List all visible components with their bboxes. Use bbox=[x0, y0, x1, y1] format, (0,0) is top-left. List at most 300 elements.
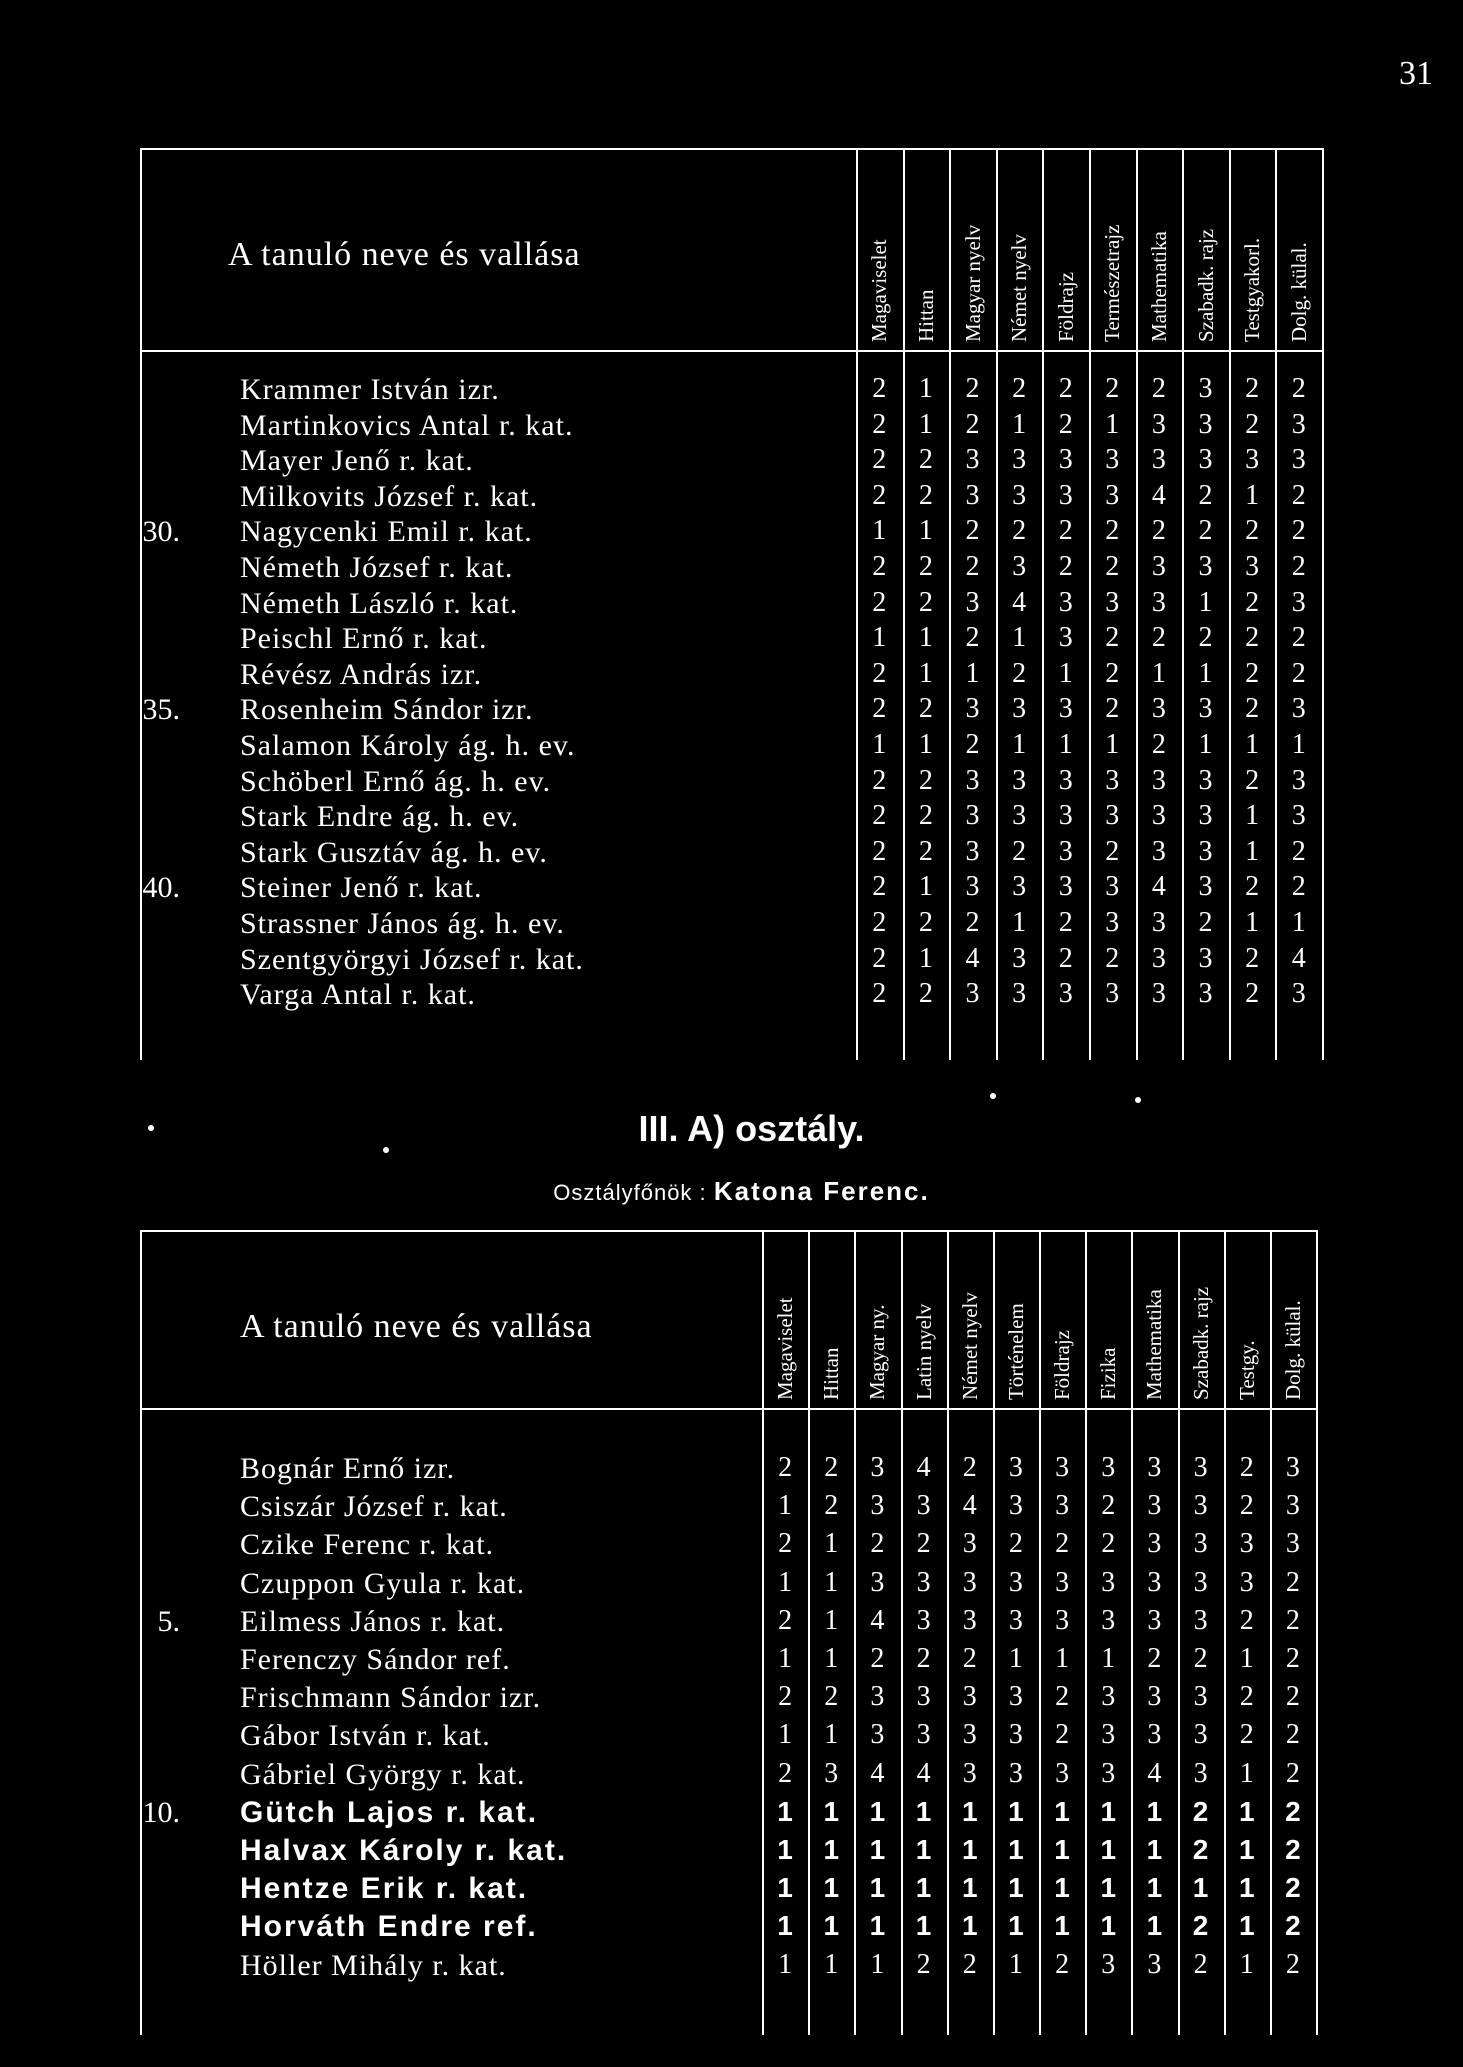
grade-cell: 1 bbox=[961, 1872, 978, 1904]
grade-cell: 2 bbox=[918, 764, 933, 796]
grade-cell: 2 bbox=[1291, 479, 1306, 511]
grade-cell: 2 bbox=[1285, 1948, 1300, 1980]
grade-cell: 1 bbox=[824, 1528, 839, 1560]
student-row bbox=[140, 1910, 1316, 1944]
student-name: Milkovits József r. kat. bbox=[240, 479, 539, 513]
row-number: 30. bbox=[142, 515, 180, 549]
class-title: III. A) osztály. bbox=[638, 1108, 865, 1149]
grade-cell: 2 bbox=[872, 551, 887, 582]
grade-cell: 3 bbox=[1245, 444, 1260, 476]
grade-cell: 2 bbox=[965, 622, 980, 654]
grade-cell: 2 bbox=[1193, 1643, 1208, 1674]
grade-cell: 2 bbox=[1105, 551, 1120, 582]
grade-cell: 4 bbox=[962, 1490, 977, 1522]
column-header: Fizika bbox=[1096, 1347, 1121, 1400]
grade-cell: 2 bbox=[1285, 1872, 1301, 1904]
student-row bbox=[140, 1796, 1316, 1830]
grade-cell: 1 bbox=[915, 1872, 932, 1904]
grade-cell: 1 bbox=[918, 657, 933, 689]
grade-cell: 4 bbox=[870, 1757, 885, 1789]
grade-cell: 3 bbox=[962, 1719, 977, 1751]
grade-cell: 3 bbox=[1101, 1566, 1116, 1598]
header-bottom-rule bbox=[140, 1408, 1316, 1410]
grade-cell: 3 bbox=[916, 1681, 931, 1713]
grade-cell: 3 bbox=[1198, 444, 1213, 476]
grade-cell: 1 bbox=[872, 622, 887, 654]
grade-cell: 3 bbox=[962, 1604, 977, 1636]
grade-cell: 3 bbox=[1193, 1719, 1208, 1751]
grade-cell: 1 bbox=[1012, 408, 1027, 440]
grade-cell: 1 bbox=[1008, 1948, 1023, 1980]
column-header: Német nyelv bbox=[957, 1292, 982, 1400]
student-row bbox=[140, 480, 1322, 514]
column-header: Magaviselet bbox=[867, 239, 892, 342]
grade-cell: 2 bbox=[1058, 942, 1073, 974]
grade-cell: 1 bbox=[1105, 729, 1120, 760]
grade-cell: 3 bbox=[1008, 1604, 1023, 1636]
grade-cell: 1 bbox=[1146, 1872, 1163, 1904]
grade-cell: 3 bbox=[1058, 978, 1073, 1010]
column-header: Történelem bbox=[1003, 1303, 1028, 1400]
row-number: 40. bbox=[142, 871, 180, 905]
grade-cell: 2 bbox=[1245, 871, 1260, 903]
student-name: Nagycenki Emil r. kat. bbox=[240, 515, 533, 549]
grade-cell: 3 bbox=[1058, 764, 1073, 796]
grade-cell: 1 bbox=[1239, 1643, 1254, 1674]
grade-cell: 3 bbox=[1198, 408, 1213, 440]
grade-cell: 2 bbox=[918, 978, 933, 1010]
grade-cell: 3 bbox=[916, 1604, 931, 1636]
grade-cell: 3 bbox=[1008, 1681, 1023, 1713]
grade-cell: 3 bbox=[1101, 1604, 1116, 1636]
grade-cell: 2 bbox=[1285, 1795, 1301, 1827]
grade-cell: 3 bbox=[1058, 479, 1073, 511]
grade-cell: 1 bbox=[1291, 907, 1306, 938]
grade-cell: 3 bbox=[1151, 586, 1166, 618]
column-header: Testgy. bbox=[1234, 1340, 1259, 1400]
grade-cell: 2 bbox=[962, 1452, 977, 1483]
grade-cell: 2 bbox=[872, 978, 887, 1010]
table-right-border bbox=[1322, 148, 1324, 1060]
grade-cell: 3 bbox=[1012, 479, 1027, 511]
grade-cell: 1 bbox=[1245, 800, 1260, 832]
grade-cell: 3 bbox=[1055, 1604, 1070, 1636]
grade-cell: 3 bbox=[1198, 942, 1213, 974]
grade-cell: 3 bbox=[1239, 1566, 1254, 1598]
grade-cell: 3 bbox=[1105, 479, 1120, 511]
grade-cell: 1 bbox=[1101, 1643, 1116, 1674]
grade-cell: 3 bbox=[962, 1681, 977, 1713]
student-row bbox=[140, 800, 1322, 834]
grade-cell: 1 bbox=[1238, 1910, 1255, 1942]
grade-cell: 1 bbox=[1239, 1948, 1254, 1980]
grade-cell: 1 bbox=[824, 1948, 839, 1980]
grade-cell: 2 bbox=[1151, 622, 1166, 654]
grade-cell: 2 bbox=[824, 1490, 839, 1522]
grade-cell: 2 bbox=[1285, 1643, 1300, 1674]
grade-cell: 2 bbox=[872, 408, 887, 440]
grade-cell: 3 bbox=[1058, 871, 1073, 903]
grade-cell: 1 bbox=[1008, 1795, 1024, 1827]
grade-cell: 1 bbox=[1008, 1643, 1023, 1674]
grade-cell: 2 bbox=[1105, 693, 1120, 725]
grade-cell: 3 bbox=[870, 1681, 885, 1713]
grade-cell: 1 bbox=[1198, 657, 1213, 689]
grade-cell: 1 bbox=[1054, 1795, 1070, 1827]
grade-cell: 3 bbox=[1058, 622, 1073, 654]
grade-cell: 3 bbox=[1147, 1566, 1162, 1598]
row-number: 5. bbox=[157, 1604, 180, 1638]
column-header: Német nyelv bbox=[1007, 234, 1032, 342]
grade-cell: 3 bbox=[1055, 1566, 1070, 1598]
grade-cell: 3 bbox=[1101, 1948, 1116, 1980]
student-row bbox=[140, 1758, 1316, 1792]
table-right-border bbox=[1316, 1230, 1318, 2035]
grade-cell: 2 bbox=[1285, 1681, 1300, 1713]
grade-cell: 3 bbox=[916, 1566, 931, 1598]
student-row bbox=[140, 409, 1322, 443]
grade-cell: 1 bbox=[778, 1643, 793, 1674]
grade-cell: 2 bbox=[872, 693, 887, 725]
grade-cell: 3 bbox=[1151, 835, 1166, 867]
student-row bbox=[140, 1490, 1316, 1524]
grade-cell: 2 bbox=[778, 1681, 793, 1713]
grade-cell: 3 bbox=[916, 1719, 931, 1751]
grade-cell: 2 bbox=[1291, 515, 1306, 547]
grade-cell: 3 bbox=[1291, 693, 1306, 725]
grade-cell: 2 bbox=[918, 907, 933, 938]
grade-cell: 3 bbox=[870, 1719, 885, 1751]
grade-cell: 3 bbox=[1058, 693, 1073, 725]
grade-cell: 2 bbox=[1285, 1910, 1301, 1942]
grade-cell: 2 bbox=[1058, 907, 1073, 938]
grade-cell: 3 bbox=[1147, 1948, 1162, 1980]
grade-cell: 3 bbox=[1198, 835, 1213, 867]
grade-cell: 3 bbox=[1012, 978, 1027, 1010]
student-row bbox=[140, 1872, 1316, 1906]
grade-cell: 3 bbox=[1008, 1490, 1023, 1522]
grade-cell: 2 bbox=[1291, 622, 1306, 654]
grade-cell: 2 bbox=[1239, 1604, 1254, 1636]
grade-cell: 2 bbox=[918, 444, 933, 476]
grade-cell: 1 bbox=[1245, 835, 1260, 867]
grade-cell: 3 bbox=[1198, 764, 1213, 796]
grade-cell: 2 bbox=[1245, 657, 1260, 689]
grade-cell: 1 bbox=[918, 408, 933, 440]
student-name: Czuppon Gyula r. kat. bbox=[240, 1566, 526, 1600]
grade-cell: 3 bbox=[1105, 586, 1120, 618]
grade-cell: 2 bbox=[1151, 373, 1166, 404]
column-header: Hittan bbox=[819, 1347, 844, 1400]
grade-cell: 1 bbox=[824, 1719, 839, 1751]
grade-cell: 3 bbox=[1147, 1604, 1162, 1636]
grade-cell: 2 bbox=[1055, 1528, 1070, 1560]
grade-cell: 1 bbox=[1146, 1795, 1163, 1827]
grade-cell: 2 bbox=[1239, 1681, 1254, 1713]
grade-cell: 3 bbox=[1193, 1604, 1208, 1636]
grade-cell: 3 bbox=[965, 586, 980, 618]
grade-cell: 3 bbox=[870, 1566, 885, 1598]
grade-cell: 3 bbox=[1105, 764, 1120, 796]
grade-cell: 3 bbox=[1285, 1528, 1300, 1560]
student-name: Frischmann Sándor izr. bbox=[240, 1681, 542, 1715]
grade-cell: 2 bbox=[916, 1643, 931, 1674]
grade-cell: 1 bbox=[965, 657, 980, 689]
student-row bbox=[140, 551, 1322, 585]
grade-cell: 3 bbox=[1198, 978, 1213, 1010]
grade-cell: 3 bbox=[1291, 764, 1306, 796]
grade-cell: 3 bbox=[1105, 871, 1120, 903]
grade-cell: 3 bbox=[1101, 1719, 1116, 1751]
grade-cell: 2 bbox=[1101, 1490, 1116, 1522]
grade-cell: 2 bbox=[872, 907, 887, 938]
column-header: Dolg. külal. bbox=[1286, 242, 1311, 342]
student-row bbox=[140, 1949, 1316, 1983]
grade-cell: 3 bbox=[1147, 1452, 1162, 1483]
student-row bbox=[140, 1643, 1316, 1677]
grade-cell: 1 bbox=[1012, 907, 1027, 938]
grade-cell: 2 bbox=[872, 764, 887, 796]
grade-cell: 2 bbox=[1105, 515, 1120, 547]
grade-cell: 1 bbox=[1100, 1795, 1117, 1827]
column-header: Szabadk. rajz bbox=[1188, 1286, 1213, 1400]
grade-cell: 1 bbox=[918, 871, 933, 903]
grade-cell: 2 bbox=[1198, 515, 1213, 547]
grade-cell: 2 bbox=[1285, 1604, 1300, 1636]
grade-cell: 2 bbox=[872, 800, 887, 832]
grade-cell: 1 bbox=[1198, 729, 1213, 760]
grade-cell: 3 bbox=[1198, 373, 1213, 404]
grade-cell: 3 bbox=[1151, 800, 1166, 832]
student-row bbox=[140, 943, 1322, 977]
grade-cell: 2 bbox=[872, 479, 887, 511]
student-name: Gütch Lajos r. kat. bbox=[240, 1795, 539, 1829]
grade-cell: 3 bbox=[965, 978, 980, 1010]
grade-cell: 2 bbox=[1239, 1452, 1254, 1483]
student-name: Steiner Jenő r. kat. bbox=[240, 871, 483, 905]
grade-cell: 2 bbox=[824, 1452, 839, 1483]
grade-cell: 2 bbox=[1285, 1757, 1300, 1789]
grade-cell: 3 bbox=[1105, 907, 1120, 938]
grade-cell: 1 bbox=[1146, 1910, 1163, 1942]
row-number: 10. bbox=[142, 1795, 180, 1829]
grade-cell: 1 bbox=[778, 1490, 793, 1522]
grade-cell: 2 bbox=[1245, 373, 1260, 404]
grade-cell: 2 bbox=[778, 1528, 793, 1560]
grade-cell: 2 bbox=[1058, 551, 1073, 582]
page-number: 31 bbox=[1399, 55, 1433, 92]
grade-cell: 1 bbox=[1008, 1834, 1024, 1865]
grade-cell: 4 bbox=[1151, 871, 1166, 903]
grade-cell: 2 bbox=[1198, 479, 1213, 511]
grade-cell: 2 bbox=[1105, 373, 1120, 404]
grade-cell: 2 bbox=[1245, 586, 1260, 618]
student-name: Bognár Ernő izr. bbox=[240, 1452, 456, 1485]
grade-cell: 3 bbox=[1055, 1757, 1070, 1789]
grade-cell: 2 bbox=[778, 1604, 793, 1636]
student-row bbox=[140, 978, 1322, 1012]
grade-cell: 2 bbox=[1291, 551, 1306, 582]
student-name: Németh László r. kat. bbox=[240, 586, 519, 620]
grade-cell: 3 bbox=[1151, 978, 1166, 1010]
row-number: 35. bbox=[142, 693, 180, 727]
grade-cell: 3 bbox=[1151, 408, 1166, 440]
grade-cell: 1 bbox=[1008, 1910, 1024, 1942]
grade-cell: 3 bbox=[1147, 1681, 1162, 1713]
grade-cell: 1 bbox=[918, 622, 933, 654]
grade-cell: 3 bbox=[1151, 693, 1166, 725]
grade-cell: 1 bbox=[777, 1795, 793, 1827]
grade-cell: 2 bbox=[1151, 729, 1166, 760]
grade-cell: 1 bbox=[915, 1795, 932, 1827]
student-row bbox=[140, 1719, 1316, 1753]
grade-cell: 2 bbox=[1012, 835, 1027, 867]
grade-cell: 3 bbox=[965, 764, 980, 796]
grade-cell: 3 bbox=[1058, 586, 1073, 618]
grade-cell: 4 bbox=[965, 942, 980, 974]
grade-cell: 2 bbox=[870, 1528, 885, 1560]
grade-cell: 3 bbox=[1012, 871, 1027, 903]
grade-cell: 1 bbox=[918, 729, 933, 760]
grade-cell: 1 bbox=[777, 1834, 793, 1865]
student-name: Hentze Erik r. kat. bbox=[240, 1872, 529, 1906]
grade-cell: 2 bbox=[1192, 1795, 1209, 1827]
student-row bbox=[140, 871, 1322, 905]
grades-table-2 bbox=[140, 1230, 1316, 2035]
grade-cell: 3 bbox=[1058, 835, 1073, 867]
grade-cell: 2 bbox=[965, 408, 980, 440]
grade-cell: 3 bbox=[962, 1566, 977, 1598]
grades-table-1 bbox=[140, 148, 1322, 1060]
grade-cell: 2 bbox=[1012, 515, 1027, 547]
grade-cell: 3 bbox=[1291, 444, 1306, 476]
student-row bbox=[140, 693, 1322, 727]
grade-cell: 1 bbox=[1054, 1834, 1070, 1865]
grade-cell: 3 bbox=[1193, 1566, 1208, 1598]
grade-cell: 2 bbox=[1285, 1719, 1300, 1751]
student-name: Horváth Endre ref. bbox=[240, 1910, 538, 1944]
form-master-line bbox=[0, 1176, 1463, 1207]
grade-cell: 2 bbox=[872, 586, 887, 618]
student-row bbox=[140, 1528, 1316, 1562]
grade-cell: 1 bbox=[961, 1795, 978, 1827]
grade-cell: 3 bbox=[1008, 1757, 1023, 1789]
student-row bbox=[140, 622, 1322, 656]
grade-cell: 2 bbox=[1193, 1948, 1208, 1980]
grade-cell: 1 bbox=[918, 515, 933, 547]
grade-cell: 2 bbox=[1058, 373, 1073, 404]
grade-cell: 3 bbox=[1012, 942, 1027, 974]
grade-cell: 3 bbox=[1151, 764, 1166, 796]
grade-cell: 2 bbox=[872, 942, 887, 974]
grade-cell: 1 bbox=[1100, 1910, 1117, 1942]
student-name: Stark Gusztáv ág. h. ev. bbox=[240, 835, 548, 869]
grade-cell: 2 bbox=[1239, 1719, 1254, 1751]
grade-cell: 3 bbox=[1193, 1452, 1208, 1483]
grade-cell: 4 bbox=[870, 1604, 885, 1636]
column-header: Magyar ny. bbox=[865, 1304, 890, 1400]
grade-cell: 4 bbox=[916, 1452, 931, 1483]
grade-cell: 3 bbox=[1105, 978, 1120, 1010]
grade-cell: 2 bbox=[1239, 1490, 1254, 1522]
grade-cell: 1 bbox=[823, 1834, 840, 1865]
grade-cell: 2 bbox=[918, 693, 933, 725]
student-name: Halvax Károly r. kat. bbox=[240, 1834, 568, 1867]
grade-cell: 1 bbox=[1198, 586, 1213, 618]
grade-cell: 3 bbox=[965, 479, 980, 511]
grade-cell: 1 bbox=[1012, 729, 1027, 760]
column-header: Latin nyelv bbox=[911, 1303, 936, 1400]
grade-cell: 3 bbox=[1151, 942, 1166, 974]
grade-cell: 1 bbox=[1291, 729, 1306, 760]
grade-cell: 3 bbox=[1101, 1452, 1116, 1483]
grade-cell: 1 bbox=[778, 1948, 793, 1980]
grade-cell: 1 bbox=[1055, 1643, 1070, 1674]
grade-cell: 2 bbox=[872, 373, 887, 404]
grade-cell: 2 bbox=[872, 444, 887, 476]
grade-cell: 2 bbox=[1285, 1834, 1301, 1865]
student-name: Salamon Károly ág. h. ev. bbox=[240, 729, 576, 762]
grade-cell: 3 bbox=[1198, 871, 1213, 903]
grade-cell: 2 bbox=[1058, 408, 1073, 440]
student-name: Eilmess János r. kat. bbox=[240, 1604, 506, 1638]
grade-cell: 1 bbox=[824, 1604, 839, 1636]
grade-cell: 2 bbox=[918, 835, 933, 867]
grade-cell: 1 bbox=[918, 373, 933, 404]
student-row bbox=[140, 587, 1322, 621]
grade-cell: 1 bbox=[1100, 1834, 1117, 1865]
column-header: Természetrajz bbox=[1100, 224, 1125, 342]
grade-cell: 4 bbox=[1147, 1757, 1162, 1789]
grade-cell: 2 bbox=[1101, 1528, 1116, 1560]
student-row bbox=[140, 729, 1322, 763]
grade-cell: 2 bbox=[1291, 657, 1306, 689]
form-master-label: Osztályfőnök : bbox=[553, 1180, 707, 1205]
grade-cell: 3 bbox=[962, 1757, 977, 1789]
grade-cell: 3 bbox=[1055, 1490, 1070, 1522]
student-name: Rosenheim Sándor izr. bbox=[240, 693, 534, 727]
grade-cell: 1 bbox=[1245, 907, 1260, 938]
student-row bbox=[140, 1834, 1316, 1868]
grade-cell: 2 bbox=[1192, 1910, 1209, 1942]
grade-cell: 3 bbox=[1147, 1719, 1162, 1751]
grade-cell: 3 bbox=[1198, 693, 1213, 725]
grade-cell: 1 bbox=[1058, 657, 1073, 689]
column-header: Magaviselet bbox=[773, 1297, 798, 1400]
grade-cell: 3 bbox=[870, 1490, 885, 1522]
grade-cell: 1 bbox=[1105, 408, 1120, 440]
grade-cell: 1 bbox=[915, 1834, 932, 1865]
grade-cell: 1 bbox=[1238, 1795, 1255, 1827]
grade-cell: 3 bbox=[1151, 907, 1166, 938]
header-bottom-rule bbox=[140, 350, 1322, 352]
grade-cell: 2 bbox=[918, 551, 933, 582]
grade-cell: 3 bbox=[1193, 1681, 1208, 1713]
grade-cell: 2 bbox=[1105, 942, 1120, 974]
grade-cell: 3 bbox=[1008, 1452, 1023, 1483]
grade-cell: 2 bbox=[872, 835, 887, 867]
grade-cell: 1 bbox=[1245, 729, 1260, 760]
grade-cell: 1 bbox=[872, 515, 887, 547]
grade-cell: 1 bbox=[1054, 1910, 1070, 1942]
student-name: Martinkovics Antal r. kat. bbox=[240, 408, 574, 442]
grade-cell: 3 bbox=[1151, 551, 1166, 582]
grade-cell: 3 bbox=[1147, 1490, 1162, 1522]
grade-cell: 3 bbox=[965, 693, 980, 725]
student-name: Ferenczy Sándor ref. bbox=[240, 1643, 511, 1676]
student-row bbox=[140, 1605, 1316, 1639]
grade-cell: 2 bbox=[1012, 373, 1027, 404]
